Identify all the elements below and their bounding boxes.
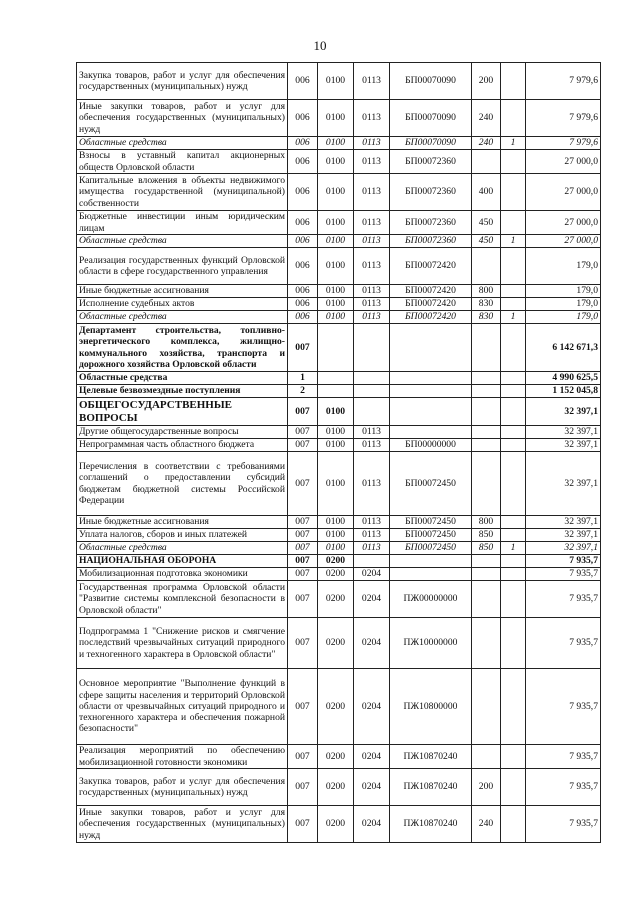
expense-type-code: 850 [472,529,501,542]
subsection-code: 0204 [354,806,390,843]
funding-source-code [501,298,526,311]
target-article-code [390,385,472,398]
row-name: Закупка товаров, работ и услуг для обеспечения государственных (муниципальных) нужд [77,63,288,100]
subsection-code: 0113 [354,211,390,235]
amount: 27 000,0 [526,150,601,174]
dept-code: 007 [288,806,318,843]
subsection-code: 0204 [354,745,390,769]
target-article-code: ПЖ10870240 [390,806,472,843]
subsection-code: 0204 [354,581,390,618]
section-code: 0100 [318,311,354,324]
table-row [77,137,601,150]
amount: 7 935,7 [526,581,601,618]
section-code: 0200 [318,745,354,769]
target-article-code [390,398,472,426]
row-name: Подпрограмма 1 "Снижение рисков и смягчение последствий чрезвычайных ситуаций природного и техногенного характера в Орловской области" [77,618,288,669]
row-name: Департамент строительства, топливно-энергетического комплекса, жилищно-коммунального хозяйства, транспорта и дорожного хозяйства Орловской области [77,324,288,372]
row-name: Областные средства [77,542,288,555]
dept-code: 006 [288,100,318,137]
row-name: Целевые безвозмездные поступления [77,385,288,398]
expense-type-code [472,452,501,516]
section-code: 0100 [318,452,354,516]
table-row [77,63,601,100]
subsection-code: 0113 [354,452,390,516]
target-article-code [390,324,472,372]
dept-code: 006 [288,150,318,174]
dept-code: 006 [288,311,318,324]
amount: 7 979,6 [526,100,601,137]
dept-code: 007 [288,529,318,542]
dept-code: 006 [288,285,318,298]
table-row [77,372,601,385]
expense-type-code: 450 [472,235,501,248]
subsection-code: 0113 [354,298,390,311]
funding-source-code [501,452,526,516]
subsection-code: 0113 [354,235,390,248]
section-code [318,385,354,398]
expense-type-code [472,398,501,426]
funding-source-code [501,806,526,843]
target-article-code: ПЖ10800000 [390,669,472,745]
target-article-code: БП00072420 [390,248,472,285]
dept-code: 006 [288,174,318,211]
expense-type-code: 200 [472,769,501,806]
target-article-code: ПЖ10870240 [390,745,472,769]
dept-code: 006 [288,137,318,150]
expense-type-code: 200 [472,63,501,100]
table-row [77,235,601,248]
target-article-code: БП00072450 [390,516,472,529]
amount: 27 000,0 [526,235,601,248]
target-article-code: БП00072360 [390,211,472,235]
amount: 7 979,6 [526,137,601,150]
funding-source-code [501,174,526,211]
section-code: 0100 [318,529,354,542]
amount: 32 397,1 [526,439,601,452]
dept-code: 007 [288,324,318,372]
target-article-code: БП00000000 [390,439,472,452]
dept-code: 007 [288,745,318,769]
row-name: Областные средства [77,311,288,324]
subsection-code: 0113 [354,248,390,285]
expense-type-code [472,426,501,439]
funding-source-code [501,745,526,769]
amount: 179,0 [526,311,601,324]
row-name: Реализация мероприятий по обеспечению мобилизационной готовности экономики [77,745,288,769]
expense-type-code [472,669,501,745]
expense-type-code: 450 [472,211,501,235]
amount: 1 152 045,8 [526,385,601,398]
target-article-code: БП00072360 [390,174,472,211]
amount: 32 397,1 [526,398,601,426]
section-code: 0100 [318,398,354,426]
dept-code: 007 [288,516,318,529]
funding-source-code [501,100,526,137]
expense-type-code [472,150,501,174]
dept-code: 006 [288,63,318,100]
dept-code: 006 [288,248,318,285]
table-row [77,385,601,398]
table-row [77,745,601,769]
target-article-code: ПЖ10000000 [390,618,472,669]
amount: 27 000,0 [526,211,601,235]
table-row [77,555,601,568]
amount: 7 935,7 [526,769,601,806]
target-article-code [390,426,472,439]
target-article-code: ПЖ10870240 [390,769,472,806]
row-name: Исполнение судебных актов [77,298,288,311]
dept-code: 007 [288,769,318,806]
table-row [77,806,601,843]
table-row [77,248,601,285]
funding-source-code [501,769,526,806]
amount: 32 397,1 [526,542,601,555]
dept-code: 007 [288,618,318,669]
section-code: 0100 [318,211,354,235]
subsection-code: 0113 [354,174,390,211]
dept-code: 006 [288,211,318,235]
expense-type-code: 830 [472,298,501,311]
row-name: Иные бюджетные ассигнования [77,285,288,298]
section-code: 0200 [318,581,354,618]
amount: 32 397,1 [526,529,601,542]
subsection-code: 0113 [354,516,390,529]
table-row [77,285,601,298]
section-code: 0100 [318,426,354,439]
amount: 32 397,1 [526,452,601,516]
row-name: Иные бюджетные ассигнования [77,516,288,529]
subsection-code [354,385,390,398]
table-row [77,174,601,211]
section-code: 0100 [318,298,354,311]
table-row [77,324,601,372]
table-row [77,150,601,174]
section-code: 0200 [318,769,354,806]
funding-source-code [501,555,526,568]
expense-type-code [472,372,501,385]
funding-source-code [501,150,526,174]
subsection-code: 0113 [354,542,390,555]
subsection-code [354,398,390,426]
section-code: 0100 [318,63,354,100]
row-name: Бюджетные инвестиции иным юридическим лицам [77,211,288,235]
amount: 32 397,1 [526,516,601,529]
budget-table [76,62,601,843]
subsection-code: 0204 [354,618,390,669]
dept-code: 006 [288,235,318,248]
dept-code: 007 [288,568,318,581]
section-code: 0100 [318,516,354,529]
funding-source-code [501,398,526,426]
row-name: Иные закупки товаров, работ и услуг для обеспечения государственных (муниципальных) нужд [77,806,288,843]
section-code: 0200 [318,618,354,669]
dept-code: 007 [288,452,318,516]
subsection-code: 0113 [354,439,390,452]
section-code: 0100 [318,542,354,555]
dept-code: 006 [288,298,318,311]
target-article-code: БП00072450 [390,529,472,542]
expense-type-code [472,745,501,769]
table-row [77,769,601,806]
expense-type-code: 830 [472,311,501,324]
target-article-code: ПЖ00000000 [390,581,472,618]
subsection-code: 0113 [354,63,390,100]
funding-source-code [501,63,526,100]
subsection-code: 0113 [354,426,390,439]
target-article-code: БП00072420 [390,285,472,298]
section-code: 0100 [318,100,354,137]
row-name: Областные средства [77,137,288,150]
subsection-code [354,372,390,385]
subsection-code [354,555,390,568]
funding-source-code: 1 [501,542,526,555]
section-code: 0100 [318,439,354,452]
amount: 7 935,7 [526,806,601,843]
funding-source-code [501,568,526,581]
table-row [77,529,601,542]
row-name: ОБЩЕГОСУДАРСТВЕННЫЕ ВОПРОСЫ [77,398,288,426]
table-row [77,311,601,324]
target-article-code: БП00072420 [390,311,472,324]
expense-type-code [472,618,501,669]
section-code: 0200 [318,555,354,568]
section-code [318,372,354,385]
amount: 7 979,6 [526,63,601,100]
subsection-code: 0204 [354,769,390,806]
expense-type-code: 240 [472,806,501,843]
page-number: 10 [313,38,327,53]
section-code: 0100 [318,248,354,285]
row-name: Перечисления в соответствии с требованиями соглашений о предоставлении субсидий бюджетам бюджетной системы Российской Федерации [77,452,288,516]
expense-type-code [472,581,501,618]
row-name: Другие общегосударственные вопросы [77,426,288,439]
amount: 7 935,7 [526,555,601,568]
amount: 6 142 671,3 [526,324,601,372]
section-code: 0100 [318,150,354,174]
section-code [318,324,354,372]
funding-source-code: 1 [501,137,526,150]
target-article-code: БП00070090 [390,137,472,150]
row-name: Основное мероприятие "Выполнение функций в сфере защиты населения и территорий Орловской области от чрезвычайных ситуаций природного и техногенного характера и обеспечения пожарной безопасности" [77,669,288,745]
target-article-code [390,568,472,581]
section-code: 0200 [318,806,354,843]
table-row [77,398,601,426]
subsection-code: 0113 [354,150,390,174]
amount: 179,0 [526,248,601,285]
section-code: 0200 [318,568,354,581]
expense-type-code: 240 [472,100,501,137]
target-article-code: БП00072450 [390,542,472,555]
funding-source-code [501,211,526,235]
amount: 32 397,1 [526,426,601,439]
funding-source-code [501,439,526,452]
amount: 7 935,7 [526,669,601,745]
funding-source-code [501,516,526,529]
amount: 7 935,7 [526,745,601,769]
row-name: Иные закупки товаров, работ и услуг для обеспечения государственных (муниципальных) нужд [77,100,288,137]
funding-source-code [501,372,526,385]
dept-code: 1 [288,372,318,385]
row-name: Взносы в уставный капитал акционерных обществ Орловской области [77,150,288,174]
funding-source-code [501,529,526,542]
expense-type-code: 800 [472,516,501,529]
amount: 7 935,7 [526,618,601,669]
expense-type-code [472,324,501,372]
subsection-code: 0204 [354,669,390,745]
expense-type-code: 400 [472,174,501,211]
target-article-code [390,555,472,568]
dept-code: 007 [288,555,318,568]
funding-source-code [501,385,526,398]
expense-type-code: 800 [472,285,501,298]
expense-type-code [472,555,501,568]
expense-type-code: 850 [472,542,501,555]
table-row [77,452,601,516]
funding-source-code [501,426,526,439]
row-name: Уплата налогов, сборов и иных платежей [77,529,288,542]
amount: 179,0 [526,285,601,298]
subsection-code: 0113 [354,285,390,298]
expense-type-code [472,385,501,398]
table-row [77,298,601,311]
row-name: Областные средства [77,235,288,248]
subsection-code: 0113 [354,137,390,150]
target-article-code: БП00070090 [390,100,472,137]
table-row [77,439,601,452]
subsection-code: 0113 [354,100,390,137]
expense-type-code [472,568,501,581]
dept-code: 007 [288,439,318,452]
expense-type-code [472,439,501,452]
funding-source-code: 1 [501,235,526,248]
row-name: Областные средства [77,372,288,385]
target-article-code: БП00070090 [390,63,472,100]
section-code: 0100 [318,235,354,248]
target-article-code: БП00072420 [390,298,472,311]
table-row [77,581,601,618]
dept-code: 007 [288,542,318,555]
row-name: Мобилизационная подготовка экономики [77,568,288,581]
subsection-code [354,324,390,372]
row-name: НАЦИОНАЛЬНАЯ ОБОРОНА [77,555,288,568]
funding-source-code [501,618,526,669]
section-code: 0200 [318,669,354,745]
row-name: Непрограммная часть областного бюджета [77,439,288,452]
row-name: Закупка товаров, работ и услуг для обеспечения государственных (муниципальных) нужд [77,769,288,806]
section-code: 0100 [318,137,354,150]
funding-source-code [501,581,526,618]
row-name: Реализация государственных функций Орловской области в сфере государственного управления [77,248,288,285]
amount: 179,0 [526,298,601,311]
target-article-code: БП00072450 [390,452,472,516]
subsection-code: 0204 [354,568,390,581]
subsection-code: 0113 [354,311,390,324]
row-name: Государственная программа Орловской области "Развитие системы комплексной безопасности в Орловской области" [77,581,288,618]
section-code: 0100 [318,285,354,298]
funding-source-code [501,285,526,298]
dept-code: 007 [288,398,318,426]
target-article-code: БП00072360 [390,235,472,248]
table-row [77,669,601,745]
funding-source-code: 1 [501,311,526,324]
table-row [77,516,601,529]
expense-type-code [472,248,501,285]
row-name: Капитальные вложения в объекты недвижимого имущества государственной (муниципальной) собственности [77,174,288,211]
section-code: 0100 [318,174,354,211]
funding-source-code [501,248,526,285]
dept-code: 2 [288,385,318,398]
table-row [77,100,601,137]
table-row [77,211,601,235]
target-article-code [390,372,472,385]
dept-code: 007 [288,669,318,745]
subsection-code: 0113 [354,529,390,542]
expense-type-code: 240 [472,137,501,150]
table-row [77,618,601,669]
dept-code: 007 [288,581,318,618]
table-row [77,568,601,581]
funding-source-code [501,669,526,745]
table-row [77,426,601,439]
funding-source-code [501,324,526,372]
amount: 4 990 625,5 [526,372,601,385]
table-row [77,542,601,555]
dept-code: 007 [288,426,318,439]
target-article-code: БП00072360 [390,150,472,174]
amount: 27 000,0 [526,174,601,211]
amount: 7 935,7 [526,568,601,581]
